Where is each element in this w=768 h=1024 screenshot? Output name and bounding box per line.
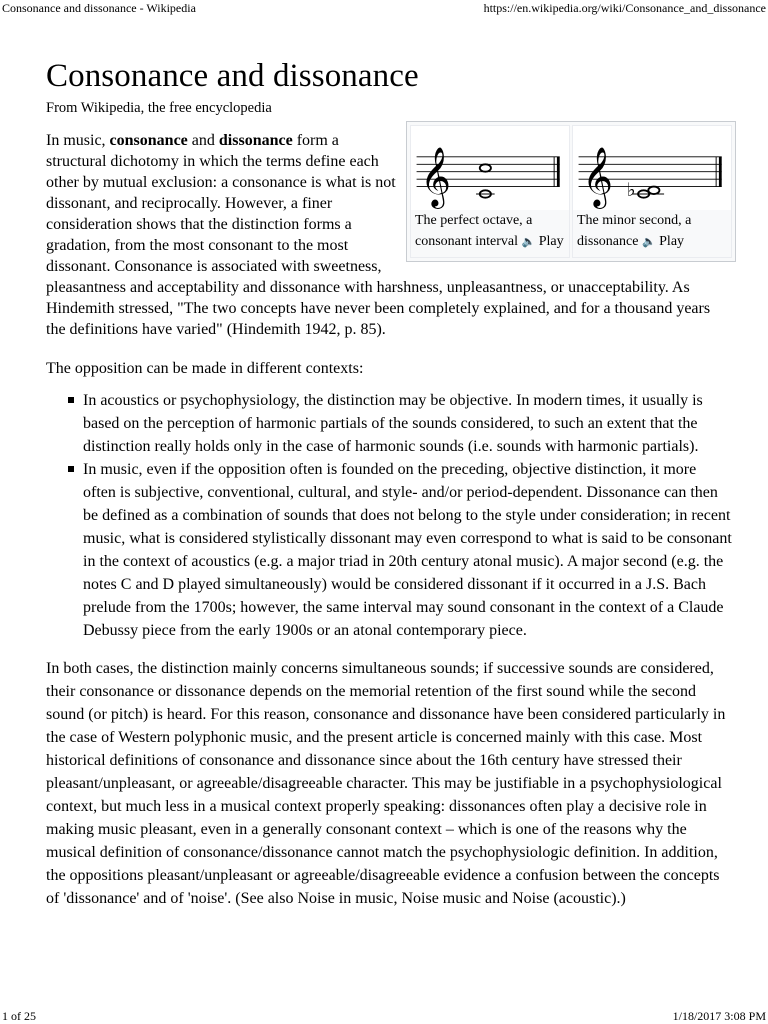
treble-clef-icon: 𝄞 [582,147,614,208]
play-link[interactable]: Play [538,234,564,249]
caption-text: The minor second, a dissonance [577,213,692,249]
print-url[interactable]: https://en.wikipedia.org/wiki/Consonance_and_dissonance [483,1,766,15]
interval-figure [406,121,736,262]
tagline: From Wikipedia, the free encyclopedia [46,100,272,116]
intro-text: and [187,132,219,149]
flat-icon: ♭ [626,179,636,201]
page-title: Consonance and dissonance [46,58,419,94]
caption-text: The perfect octave, a consonant interval [415,213,533,249]
term-dissonance: dissonance [218,132,293,149]
figure-perfect-octave [410,125,570,258]
print-datetime: 1/18/2017 3:08 PM [672,1009,766,1023]
speaker-icon[interactable]: 🔈 [641,236,656,248]
print-page-title: Consonance and dissonance - Wikipedia [2,1,196,15]
note-d-flat [648,187,659,194]
intro-text: In music, [46,132,110,149]
print-header [0,1,768,15]
minor-second-notation [573,126,731,210]
contexts-intro: The opposition can be made in different contexts: [46,360,364,377]
final-paragraph: In both cases, the distinction mainly concerns simultaneous sounds; if successive sounds are considered, their consonance or dissonance depends on the memorial retention of the first sound while the second sound (or pitch) is heard. For this reason, consonance and dissonance have been considered particularly in the case of Western polyphonic music, and the present article is concerned mainly with this case. Most historical definitions of consonance and dissonance since about the 16th century have stressed their pleasant/unpleasant, or agreeable/disagreeable character. This may be justifiable in a psychophysiological context, but much less in a musical context properly speaking: dissonances often play a decisive role in making music pleasant, even in a generally consonant context – which is one of the reasons why the musical definition of consonance/dissonance cannot match the psychophysiologic definition. In addition, the oppositions pleasant/unpleasant or agreeable/disagreeable evidence a confusion between the concepts of 'dissonance' and of 'noise'. (See also Noise in music, Noise music and Noise (acoustic).) [46,660,726,907]
figure-caption [573,210,731,257]
page-count: 1 of 25 [2,1009,36,1023]
term-consonance: consonance [109,132,188,149]
figure-caption [411,210,569,257]
list-item [83,389,732,458]
figure-minor-second [572,125,732,258]
note-c-upper [480,164,491,171]
contexts-list [46,389,732,642]
print-footer [0,1009,768,1023]
intro-text: form a structural dichotomy in which the terms define each other by mutual exclusion: a consonance is what is not dissonant, and reciprocally. However, a finer consideration shows that the distinction forms a gradation, from the most consonant to the most dissonant. Consonance is associated with sweetness, pleasantness and acceptability and dissonance with harshness, unpleasantness, or unacceptability. As Hindemith stressed, "The two concepts have never been completely explained, and for a thousand years the definitions have varied" (Hindemith 1942, p. 85). [46,132,711,338]
treble-clef-icon: 𝄞 [420,147,452,208]
article-body [46,56,732,910]
speaker-icon[interactable]: 🔈 [521,236,536,248]
list-item [83,458,732,642]
play-link[interactable]: Play [659,234,685,249]
list-item-text: In acoustics or psychophysiology, the distinction may be objective. In modern times, it usually is based on the perception of harmonic partials of the sounds considered, to such an extent that the distinction really holds only in the case of harmonic sounds (i.e. sounds with harmonic partials). [83,392,703,455]
perfect-octave-notation [411,126,569,210]
list-item-text: In music, even if the opposition often is founded on the preceding, objective distinction, it more often is subjective, conventional, cultural, and style- and/or period-dependent. Dissonance can then be defined as a combination of sounds that does not belong to the style under consideration; in recent music, what is considered stylistically dissonant may even correspond to what is said to be consonant in the context of acoustics (e.g. a major triad in 20th century atonal music). A major second (e.g. the notes C and D played simultaneously) would be considered dissonant if it occurred in a J.S. Bach prelude from the 1700s; however, the same interval may sound consonant in the context of a Claude Debussy piece from the early 1900s or an atonal contemporary piece. [83,461,732,639]
